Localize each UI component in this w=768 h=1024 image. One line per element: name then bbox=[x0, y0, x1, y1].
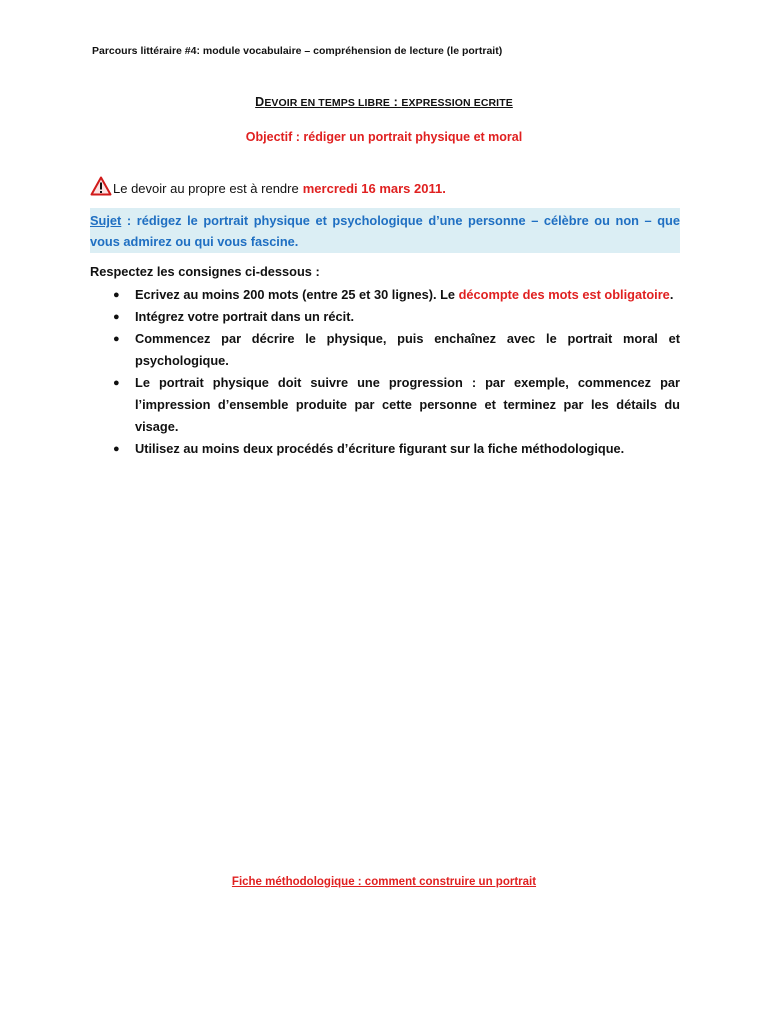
title-part2: EXPRESSION ECRITE bbox=[401, 97, 513, 109]
bullet-icon: ● bbox=[113, 377, 120, 389]
list-item: ● Commencez par décrire le physique, puis enchaînez avec le portrait moral et psychologique. bbox=[90, 328, 680, 372]
title-initial: D bbox=[255, 95, 265, 109]
deadline-line bbox=[90, 176, 446, 196]
warning-triangle-icon bbox=[90, 176, 112, 196]
deadline-text: Le devoir au propre est à rendre bbox=[113, 181, 299, 196]
bullet-icon: ● bbox=[113, 333, 120, 345]
deadline-date: mercredi 16 mars 2011. bbox=[302, 181, 446, 196]
bullet-icon: ● bbox=[113, 289, 120, 301]
highlight-text: décompte des mots est obligatoire bbox=[458, 287, 670, 302]
document-title bbox=[0, 95, 768, 109]
objective-line: Objectif : rédiger un portrait physique et moral bbox=[245, 130, 523, 144]
bullet-icon: ● bbox=[113, 311, 120, 323]
list-item: ● Le portrait physique doit suivre une progression : par exemple, commencez par l’impression d’ensemble produite par cette personne et terminez par les détails du visage. bbox=[90, 372, 680, 438]
title-separator: : bbox=[390, 95, 402, 109]
list-item: ● Ecrivez au moins 200 mots (entre 25 et 30 lignes). Le décompte des mots est obligatoire. bbox=[90, 284, 680, 306]
methodology-link[interactable]: Fiche méthodologique : comment construire un portrait bbox=[231, 876, 537, 888]
subject-text: : rédigez le portrait physique et psychologique d’une personne – célèbre ou non – que vous admirez ou qui vous fascine. bbox=[90, 213, 680, 249]
list-item: ● Utilisez au moins deux procédés d’écriture figurant sur la fiche méthodologique. bbox=[90, 438, 680, 460]
list-item: ● Intégrez votre portrait dans un récit. bbox=[90, 306, 680, 328]
subject-label: Sujet bbox=[90, 213, 122, 228]
page-header: Parcours littéraire #4: module vocabulaire – compréhension de lecture (le portrait) bbox=[92, 45, 503, 57]
bullet-icon: ● bbox=[113, 443, 120, 455]
subject-box bbox=[90, 208, 680, 253]
title-part1: EVOIR EN TEMPS LIBRE bbox=[264, 97, 390, 109]
instructions-list bbox=[90, 284, 680, 460]
instructions-heading: Respectez les consignes ci-dessous : bbox=[90, 264, 320, 279]
